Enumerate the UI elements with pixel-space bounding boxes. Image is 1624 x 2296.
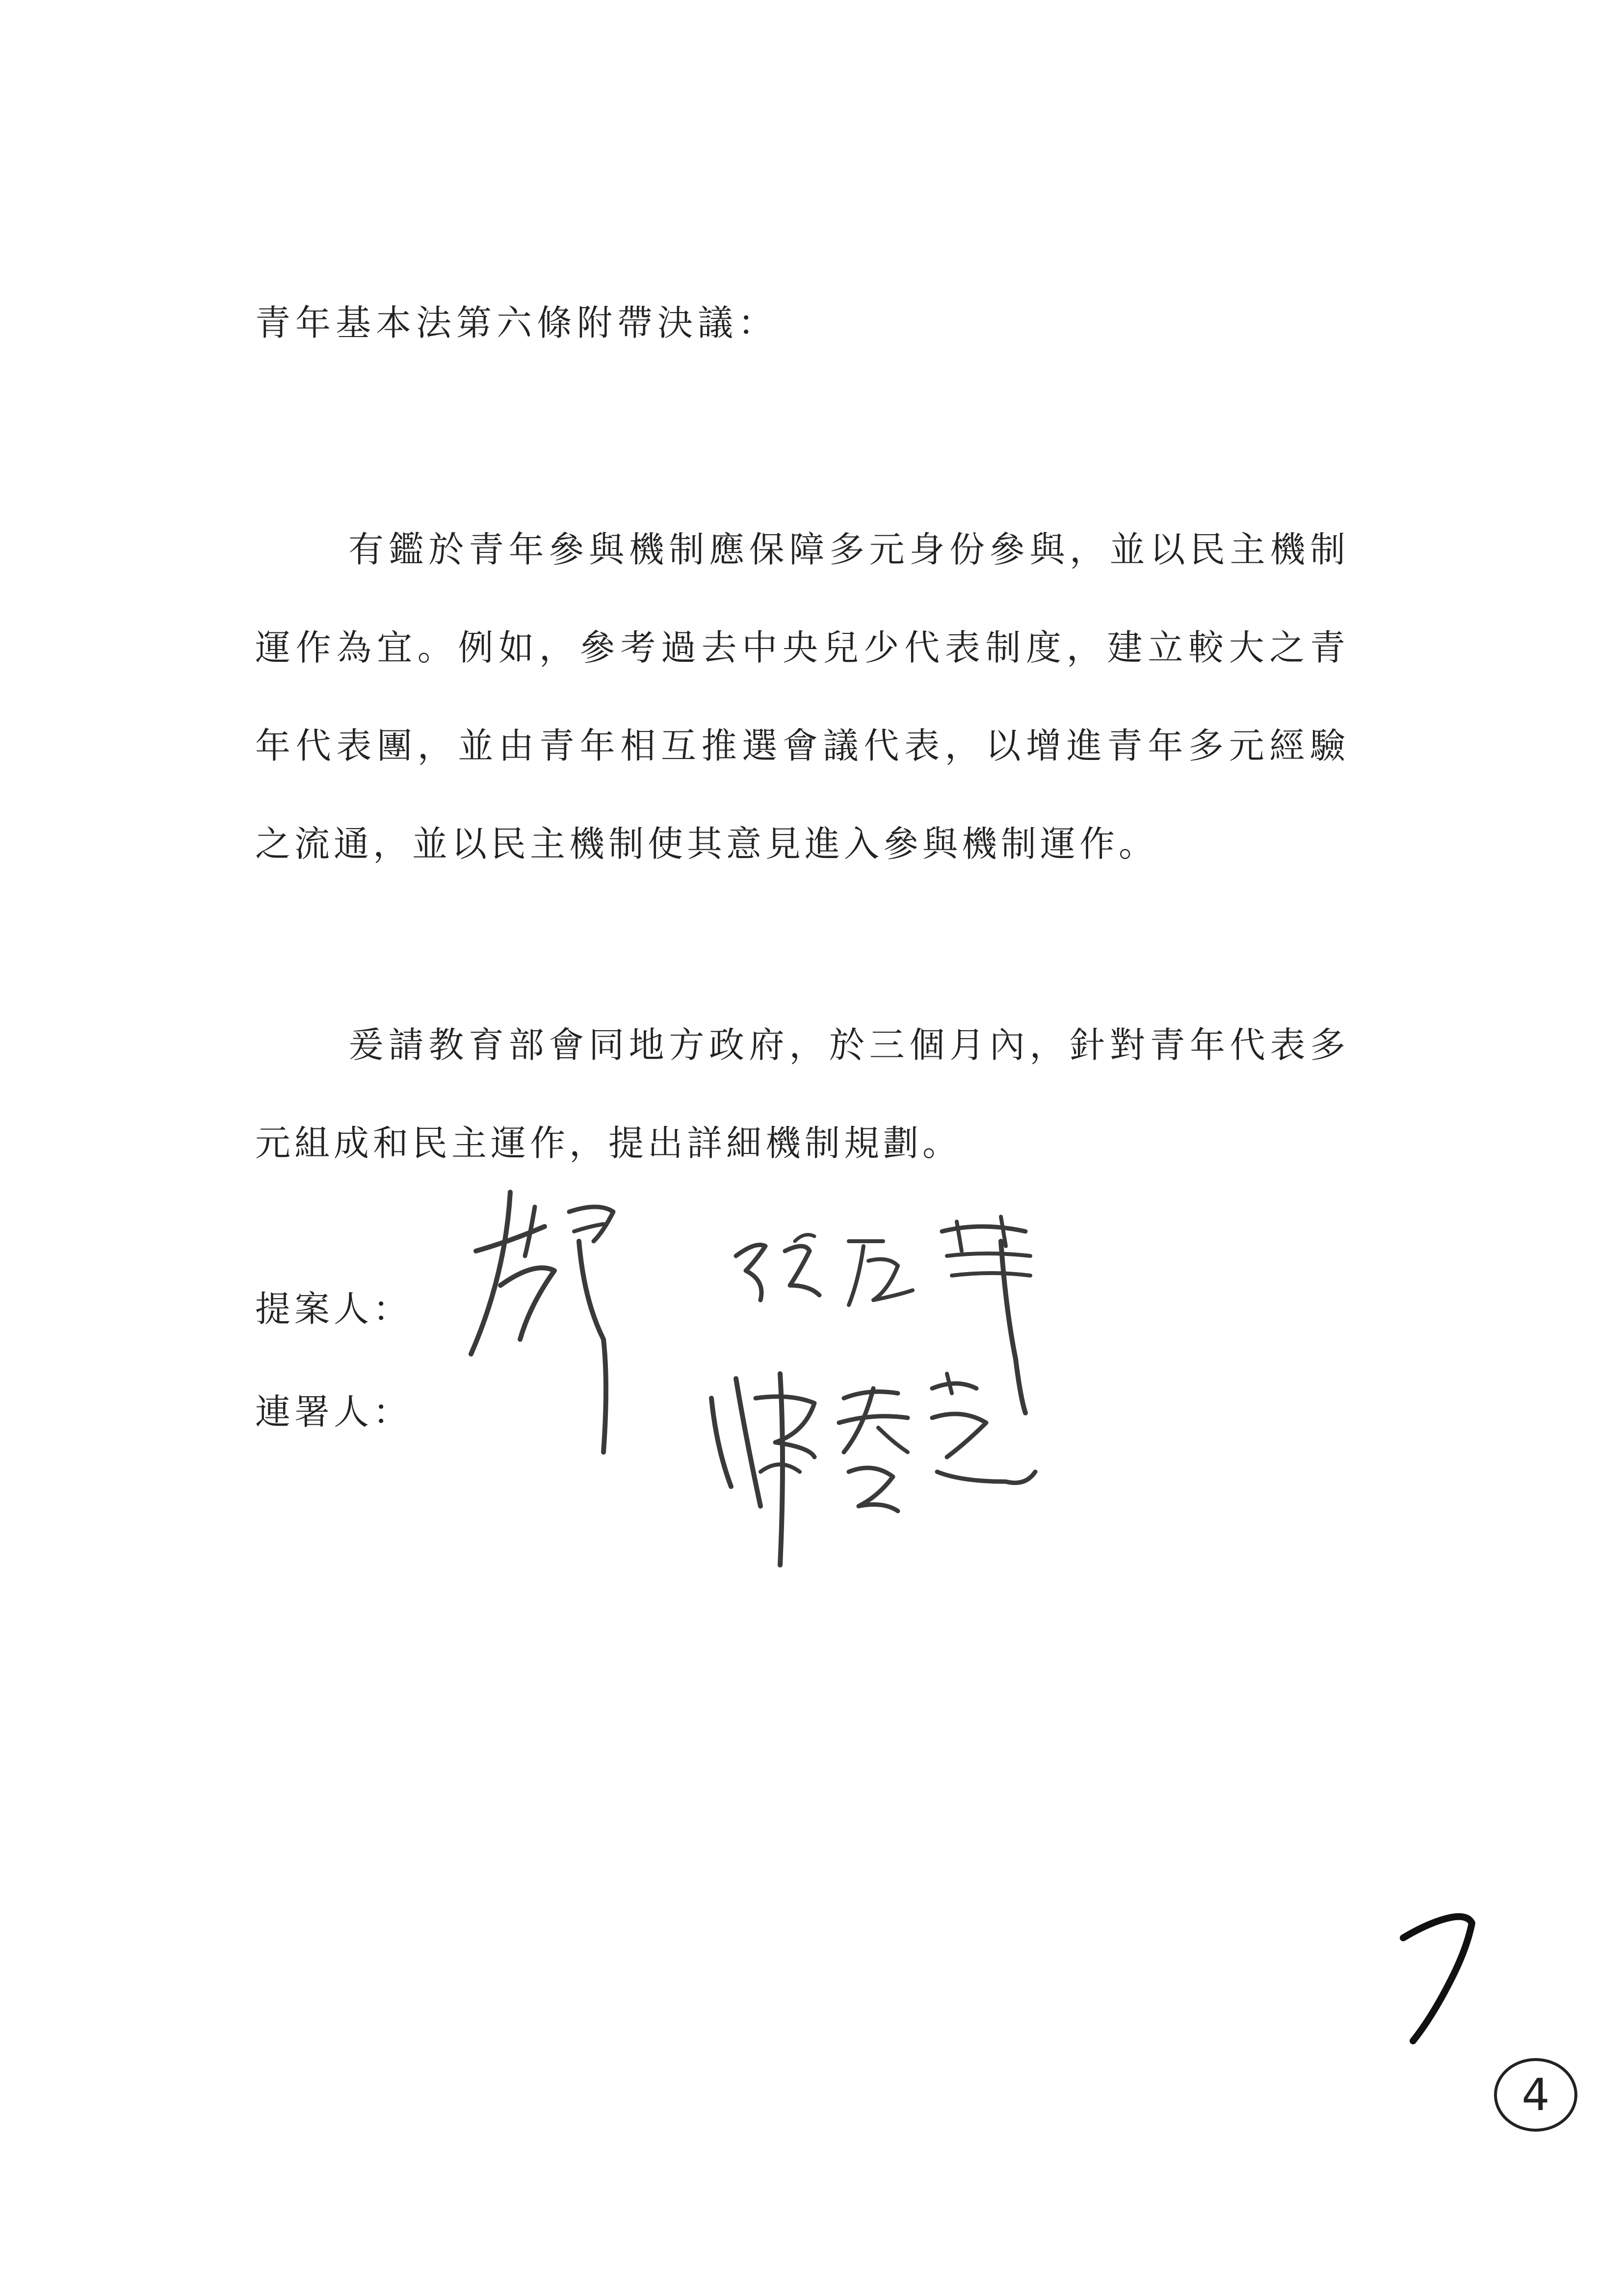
circled-page-number: 4	[1494, 2058, 1577, 2132]
handwritten-signature-cosigner-2	[702, 1359, 1045, 1575]
handwritten-page-mark	[1393, 1908, 1482, 2046]
resolution-title: 青年基本法第六條附帶決議：	[255, 302, 779, 343]
resolution-paragraph-1: 有鑑於青年參與機制應保障多元身份參與，並以民主機制運作為宜。例如，參考過去中央兒少代表制度，建立較大之青年代表團，並由青年相互推選會議代表，以增進青年多元經驗之流通，並以民主機制使其意見進入參與機制運作。	[255, 529, 1349, 864]
cosigner-label: 連署人：	[255, 1391, 413, 1433]
handwritten-signature-proposer	[456, 1177, 633, 1462]
resolution-paragraph-2: 爰請教育部會同地方政府，於三個月內，針對青年代表多元組成和民主運作，提出詳細機制規劃。	[255, 1024, 1349, 1164]
proposer-label: 提案人：	[255, 1288, 413, 1330]
handwritten-signature-cosigner-1	[726, 1212, 1060, 1418]
